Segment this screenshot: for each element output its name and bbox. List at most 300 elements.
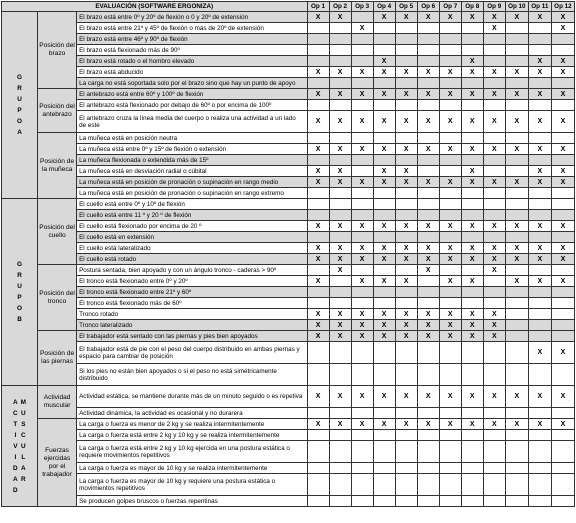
op-mark-cell	[483, 177, 505, 188]
criterion-text: La muñeca está entre 0º y 15º de flexión o extensión	[77, 144, 307, 155]
x-mark: X	[514, 222, 520, 230]
x-mark: X	[359, 393, 365, 400]
op-mark-cell	[483, 342, 505, 364]
op-mark-cell	[528, 12, 551, 23]
op-mark-cell	[373, 243, 395, 254]
op-mark-cell	[351, 254, 373, 265]
op-mark-cell	[483, 320, 505, 331]
op-mark-cell	[505, 331, 528, 342]
op-mark-cell	[505, 254, 528, 265]
op-mark-cell	[461, 364, 483, 386]
criterion-row	[2, 287, 575, 298]
group-letter: A	[17, 129, 22, 136]
x-mark: X	[359, 178, 365, 186]
op-mark-cell	[417, 177, 439, 188]
op-mark-cell	[307, 144, 329, 155]
op-mark-cell	[417, 342, 439, 364]
op-mark-cell	[461, 111, 483, 133]
x-mark: X	[447, 178, 453, 186]
op-mark-cell	[373, 232, 395, 243]
op-mark-cell	[307, 309, 329, 320]
x-mark: X	[514, 420, 520, 428]
op-mark-cell	[551, 298, 574, 309]
op-mark-cell	[373, 177, 395, 188]
x-mark: X	[315, 13, 321, 21]
op-header: Op 1	[307, 2, 329, 12]
op-mark-cell	[551, 188, 574, 199]
op-mark-cell	[373, 276, 395, 287]
criterion-text: La muñeca está en posición de pronación o supinación en rango medio	[77, 177, 307, 188]
op-mark-cell	[351, 364, 373, 386]
op-mark-cell	[307, 100, 329, 111]
op-mark-cell	[551, 496, 574, 507]
op-mark-cell	[373, 265, 395, 276]
x-mark: X	[425, 393, 431, 400]
op-mark-cell	[373, 309, 395, 320]
op-mark-cell	[528, 496, 551, 507]
op-mark-cell	[373, 474, 395, 496]
x-mark: X	[447, 244, 453, 252]
op-mark-cell	[439, 111, 461, 133]
op-mark-cell	[439, 463, 461, 474]
op-header: Op 6	[417, 2, 439, 12]
op-mark-cell	[373, 364, 395, 386]
op-mark-cell	[307, 254, 329, 265]
op-mark-cell	[417, 441, 439, 463]
op-mark-cell	[329, 265, 351, 276]
group-letter: M	[20, 398, 26, 406]
op-mark-cell	[439, 89, 461, 100]
x-mark: X	[315, 255, 321, 263]
op-mark-cell	[461, 23, 483, 34]
op-mark-cell	[351, 298, 373, 309]
criterion-text: Actividad dinámica, la actividad es ocasional y no durarera	[77, 408, 307, 419]
op-mark-cell	[551, 34, 574, 45]
criterion-row	[2, 67, 575, 78]
group-letter: S	[21, 420, 26, 428]
op-mark-cell	[395, 12, 417, 23]
x-mark: X	[403, 68, 409, 76]
criterion-text: El tronco está flexionado entre 21º y 60º	[77, 287, 307, 298]
op-mark-cell	[461, 419, 483, 430]
op-mark-cell	[307, 243, 329, 254]
op-mark-cell	[417, 320, 439, 331]
x-mark: X	[537, 167, 543, 175]
op-header: Op 11	[528, 2, 551, 12]
x-mark: X	[337, 420, 343, 428]
criterion-row	[2, 386, 575, 408]
op-mark-cell	[417, 188, 439, 199]
x-mark: X	[491, 90, 497, 98]
x-mark: X	[514, 68, 520, 76]
x-mark: X	[425, 310, 431, 318]
op-mark-cell	[528, 342, 551, 364]
op-mark-cell	[505, 100, 528, 111]
op-mark-cell	[329, 276, 351, 287]
criterion-row	[2, 12, 575, 23]
x-mark: X	[560, 277, 566, 285]
op-mark-cell	[461, 386, 483, 408]
op-mark-cell	[307, 496, 329, 507]
x-mark: X	[315, 90, 321, 98]
x-mark: X	[469, 332, 475, 340]
op-mark-cell	[307, 265, 329, 276]
criterion-row	[2, 34, 575, 45]
op-mark-cell	[528, 67, 551, 78]
criterion-text: La carga no está soportada solo por el brazo sino que hay un punto de apoyo	[77, 78, 307, 89]
x-mark: X	[491, 393, 497, 400]
x-mark: X	[514, 277, 520, 285]
op-mark-cell	[483, 309, 505, 320]
x-mark: X	[403, 13, 409, 21]
op-mark-cell	[461, 331, 483, 342]
op-mark-cell	[307, 111, 329, 133]
op-mark-cell	[505, 111, 528, 133]
group-letter: I	[14, 453, 17, 461]
op-mark-cell	[329, 342, 351, 364]
op-mark-cell	[307, 210, 329, 221]
op-mark-cell	[483, 199, 505, 210]
op-header: Op 7	[439, 2, 461, 12]
x-mark: X	[403, 90, 409, 98]
op-mark-cell	[395, 430, 417, 441]
op-mark-cell	[417, 166, 439, 177]
x-mark: X	[381, 321, 387, 329]
criterion-row	[2, 133, 575, 144]
op-mark-cell	[373, 408, 395, 419]
op-mark-cell	[329, 133, 351, 144]
op-mark-cell	[417, 474, 439, 496]
op-mark-cell	[351, 496, 373, 507]
x-mark: X	[469, 244, 475, 252]
op-mark-cell	[307, 463, 329, 474]
x-mark: X	[537, 118, 543, 125]
x-mark: X	[447, 90, 453, 98]
op-mark-cell	[461, 474, 483, 496]
op-mark-cell	[351, 441, 373, 463]
op-mark-cell	[417, 144, 439, 155]
op-mark-cell	[395, 144, 417, 155]
op-mark-cell	[329, 12, 351, 23]
op-mark-cell	[439, 408, 461, 419]
group-letter: R	[17, 272, 22, 279]
criterion-row	[2, 408, 575, 419]
op-mark-cell	[307, 34, 329, 45]
op-mark-cell	[417, 78, 439, 89]
op-mark-cell	[373, 45, 395, 56]
op-mark-cell	[461, 34, 483, 45]
op-mark-cell	[329, 155, 351, 166]
op-mark-cell	[329, 243, 351, 254]
op-mark-cell	[528, 188, 551, 199]
x-mark: X	[514, 255, 520, 263]
op-mark-cell	[483, 243, 505, 254]
op-mark-cell	[505, 496, 528, 507]
criterion-row	[2, 419, 575, 430]
op-mark-cell	[351, 45, 373, 56]
x-mark: X	[560, 90, 566, 98]
x-mark: X	[337, 321, 343, 329]
x-mark: X	[381, 13, 387, 21]
op-mark-cell	[551, 364, 574, 386]
op-mark-cell	[373, 210, 395, 221]
op-mark-cell	[395, 199, 417, 210]
criterion-text: La muñeca está en posición de pronación o supinación en rango extremo	[77, 188, 307, 199]
op-mark-cell	[483, 67, 505, 78]
op-mark-cell	[528, 254, 551, 265]
x-mark: X	[359, 24, 365, 32]
op-mark-cell	[351, 309, 373, 320]
criterion-text: El tronco está flexionado más de 60º	[77, 298, 307, 309]
x-mark: X	[403, 118, 409, 125]
op-mark-cell	[307, 342, 329, 364]
x-mark: X	[537, 255, 543, 263]
op-mark-cell	[461, 155, 483, 166]
x-mark: X	[381, 118, 387, 125]
criterion-row	[2, 177, 575, 188]
x-mark: X	[537, 90, 543, 98]
evaluation-body	[2, 12, 575, 507]
x-mark: X	[491, 222, 497, 230]
x-mark: X	[447, 310, 453, 318]
op-mark-cell	[329, 177, 351, 188]
group-letter: G	[17, 261, 23, 268]
op-mark-cell	[505, 155, 528, 166]
x-mark: X	[381, 178, 387, 186]
criterion-row	[2, 78, 575, 89]
criterion-text: Postura sentada, bien apoyado y con un ángulo tronco - caderas > 90º	[77, 265, 307, 276]
group-letter: R	[17, 85, 22, 92]
op-mark-cell	[551, 166, 574, 177]
x-mark: X	[337, 393, 343, 400]
op-mark-cell	[351, 23, 373, 34]
x-mark: X	[337, 145, 343, 153]
op-mark-cell	[417, 221, 439, 232]
op-mark-cell	[329, 496, 351, 507]
op-mark-cell	[439, 210, 461, 221]
op-mark-cell	[551, 276, 574, 287]
op-mark-cell	[439, 100, 461, 111]
op-mark-cell	[439, 441, 461, 463]
criterion-row	[2, 210, 575, 221]
op-mark-cell	[528, 331, 551, 342]
op-mark-cell	[483, 287, 505, 298]
group-letter: B	[17, 316, 22, 323]
op-mark-cell	[439, 221, 461, 232]
group-letter: T	[13, 420, 18, 428]
op-mark-cell	[483, 298, 505, 309]
op-mark-cell	[483, 210, 505, 221]
criterion-row	[2, 155, 575, 166]
op-mark-cell	[417, 408, 439, 419]
op-mark-cell	[505, 243, 528, 254]
op-mark-cell	[395, 298, 417, 309]
op-mark-cell	[528, 419, 551, 430]
op-mark-cell	[351, 34, 373, 45]
group-letter: U	[17, 96, 22, 103]
x-mark: X	[315, 68, 321, 76]
op-mark-cell	[483, 23, 505, 34]
op-mark-cell	[373, 78, 395, 89]
x-mark: X	[425, 118, 431, 125]
op-mark-cell	[461, 177, 483, 188]
criterion-row	[2, 45, 575, 56]
op-mark-cell	[551, 408, 574, 419]
op-mark-cell	[461, 12, 483, 23]
criterion-row	[2, 221, 575, 232]
criterion-text: El antebrazo está flexionado por debajo de 60º o por encima de 100º	[77, 100, 307, 111]
group-letter: L	[21, 453, 26, 461]
group-letter: V	[13, 442, 18, 450]
op-mark-cell	[373, 56, 395, 67]
op-mark-cell	[505, 386, 528, 408]
op-mark-cell	[351, 78, 373, 89]
section-label: Posición del tronco	[38, 265, 77, 331]
x-mark: X	[315, 321, 321, 329]
op-mark-cell	[373, 34, 395, 45]
op-mark-cell	[329, 67, 351, 78]
op-mark-cell	[395, 419, 417, 430]
op-mark-cell	[307, 133, 329, 144]
x-mark: X	[469, 68, 475, 76]
criterion-row	[2, 474, 575, 496]
criterion-text: La carga o fuerza es mayor de 10 kg y se realiza intermitentemente	[77, 463, 307, 474]
op-mark-cell	[329, 408, 351, 419]
x-mark: X	[469, 393, 475, 400]
op-mark-cell	[528, 276, 551, 287]
x-mark: X	[514, 393, 520, 400]
op-mark-cell	[351, 463, 373, 474]
x-mark: X	[560, 393, 566, 400]
op-mark-cell	[373, 386, 395, 408]
op-mark-cell	[395, 221, 417, 232]
group-letter: A	[13, 398, 18, 406]
op-header: Op 3	[351, 2, 373, 12]
op-mark-cell	[329, 287, 351, 298]
op-mark-cell	[395, 474, 417, 496]
op-mark-cell	[483, 474, 505, 496]
x-mark: X	[425, 332, 431, 340]
op-mark-cell	[505, 56, 528, 67]
x-mark: X	[537, 178, 543, 186]
op-mark-cell	[461, 199, 483, 210]
op-mark-cell	[395, 34, 417, 45]
op-mark-cell	[373, 419, 395, 430]
group-letter: O	[17, 118, 23, 125]
op-mark-cell	[505, 34, 528, 45]
op-mark-cell	[307, 298, 329, 309]
op-mark-cell	[329, 78, 351, 89]
op-mark-cell	[551, 265, 574, 276]
x-mark: X	[491, 13, 497, 21]
op-mark-cell	[351, 287, 373, 298]
op-mark-cell	[439, 342, 461, 364]
criterion-row	[2, 342, 575, 364]
op-mark-cell	[351, 188, 373, 199]
group-letter: G	[17, 74, 23, 81]
op-mark-cell	[373, 23, 395, 34]
op-mark-cell	[528, 177, 551, 188]
op-mark-cell	[551, 474, 574, 496]
op-mark-cell	[528, 100, 551, 111]
x-mark: X	[469, 222, 475, 230]
op-mark-cell	[329, 34, 351, 45]
op-mark-cell	[373, 133, 395, 144]
op-mark-cell	[329, 254, 351, 265]
op-mark-cell	[551, 199, 574, 210]
op-mark-cell	[528, 320, 551, 331]
op-mark-cell	[461, 243, 483, 254]
op-mark-cell	[528, 34, 551, 45]
op-mark-cell	[307, 23, 329, 34]
op-mark-cell	[439, 276, 461, 287]
op-mark-cell	[439, 474, 461, 496]
op-mark-cell	[373, 298, 395, 309]
op-mark-cell	[439, 78, 461, 89]
criterion-row	[2, 100, 575, 111]
x-mark: X	[447, 420, 453, 428]
op-mark-cell	[395, 100, 417, 111]
op-mark-cell	[307, 441, 329, 463]
op-mark-cell	[551, 287, 574, 298]
x-mark: X	[491, 332, 497, 340]
op-mark-cell	[551, 177, 574, 188]
criterion-text: El antebrazo cruza la línea media del cuerpo o realiza una actividad a un lado de este	[77, 111, 307, 133]
header-row	[2, 2, 575, 12]
x-mark: X	[560, 255, 566, 263]
x-mark: X	[315, 277, 321, 285]
op-mark-cell	[307, 287, 329, 298]
op-mark-cell	[307, 89, 329, 100]
criterion-text: Se producen golpes bruscos o fuerzas repentinas	[77, 496, 307, 507]
op-mark-cell	[528, 243, 551, 254]
op-mark-cell	[307, 155, 329, 166]
op-mark-cell	[461, 441, 483, 463]
op-mark-cell	[417, 309, 439, 320]
x-mark: X	[359, 118, 365, 125]
criterion-text: El brazo está entre 21º y 45º de flexión o más de 20º de extensión	[77, 23, 307, 34]
op-mark-cell	[351, 199, 373, 210]
x-mark: X	[469, 167, 475, 175]
op-mark-cell	[461, 210, 483, 221]
op-mark-cell	[551, 243, 574, 254]
section-label: Posición de las piernas	[38, 331, 77, 386]
op-mark-cell	[551, 45, 574, 56]
x-mark: X	[425, 266, 431, 274]
op-mark-cell	[373, 199, 395, 210]
x-mark: X	[447, 68, 453, 76]
op-mark-cell	[505, 474, 528, 496]
x-mark: X	[560, 178, 566, 186]
x-mark: X	[560, 118, 566, 125]
op-mark-cell	[439, 23, 461, 34]
op-mark-cell	[528, 265, 551, 276]
op-mark-cell	[307, 12, 329, 23]
x-mark: X	[359, 68, 365, 76]
x-mark: X	[359, 420, 365, 428]
op-mark-cell	[505, 12, 528, 23]
op-mark-cell	[351, 12, 373, 23]
op-mark-cell	[417, 45, 439, 56]
x-mark: X	[491, 420, 497, 428]
group-label	[2, 199, 38, 386]
group-letter: U	[21, 442, 26, 450]
op-mark-cell	[528, 45, 551, 56]
op-mark-cell	[505, 177, 528, 188]
op-mark-cell	[395, 276, 417, 287]
x-mark: X	[469, 277, 475, 285]
x-mark: X	[315, 420, 321, 428]
